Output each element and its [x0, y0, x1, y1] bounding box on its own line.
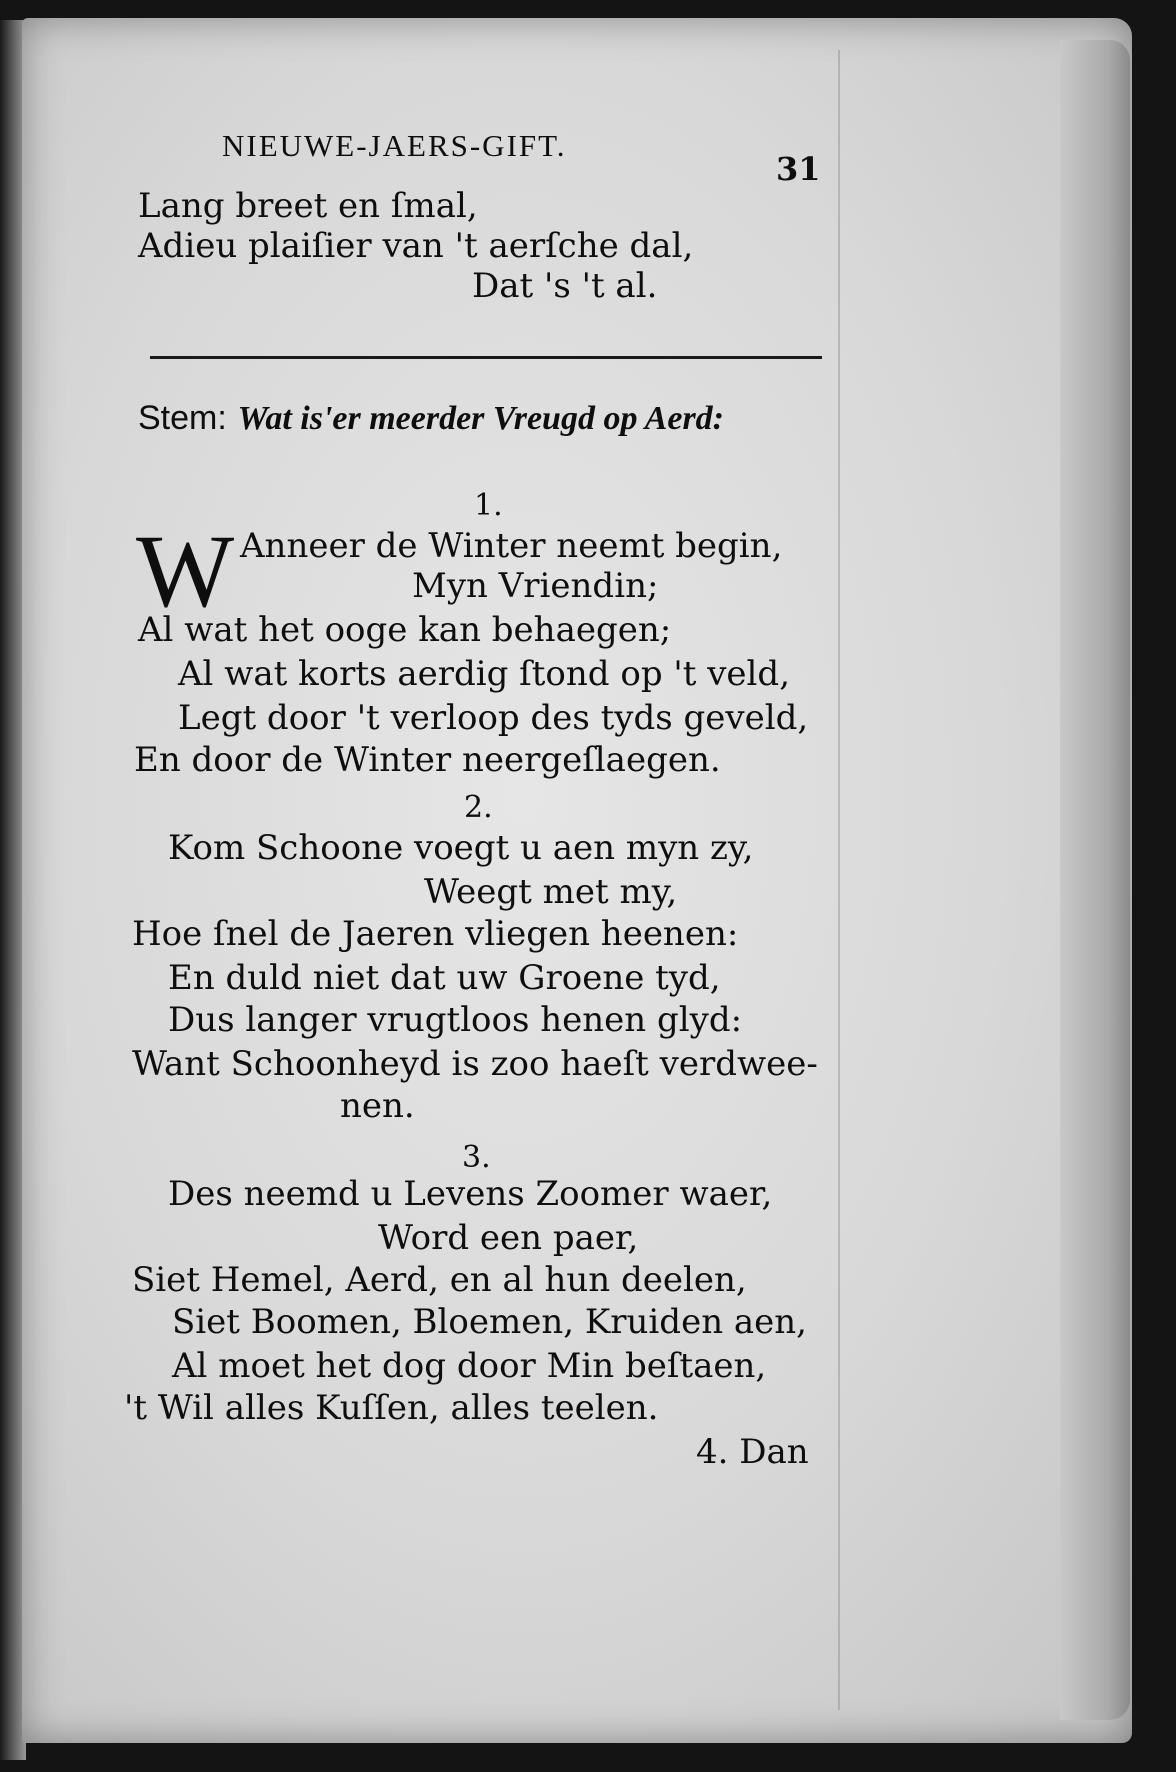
section-rule [150, 356, 822, 359]
verse-line: Des neemd u Levens Zoomer waer, [168, 1174, 773, 1214]
verse-line: Hoe ſnel de Jaeren vliegen heenen: [132, 914, 739, 954]
drop-capital: W [136, 514, 235, 629]
verse-line: Want Schoonheyd is zoo haeſt verdwee- [132, 1044, 818, 1084]
opening-line: Adieu plaiſier van 't aerſche dal, [138, 226, 694, 266]
tune-title: Wat is'er meerder Vreugd op Aerd: [237, 400, 725, 437]
verse-line: nen. [340, 1086, 415, 1126]
verse-line: 't Wil alles Kuſſen, alles teelen. [124, 1388, 659, 1428]
verse-line: Al moet het dog door Min beſtaen, [172, 1346, 767, 1386]
verse-line: Legt door 't verloop des tyds geveld, [178, 698, 809, 738]
page-number: 31 [776, 150, 821, 188]
verse-line: Siet Hemel, Aerd, en al hun deelen, [132, 1260, 747, 1300]
opening-line: Dat 's 't al. [472, 266, 658, 306]
verse-line: Al wat korts aerdig ſtond op 't veld, [178, 654, 790, 694]
running-title: NIEUWE-JAERS-GIFT. [222, 128, 567, 163]
opening-line: Lang breet en ſmal, [138, 186, 478, 226]
tune-label: Stem: [138, 399, 227, 437]
verse-line: Anneer de Winter neemt begin, [240, 526, 783, 566]
verse-line: En door de Winter neergeſlaegen. [134, 740, 721, 780]
tune-line [138, 398, 724, 439]
catchword: 4. Dan [696, 1432, 809, 1472]
verse-line: Word een paer, [378, 1218, 639, 1258]
verse-line: Weegt met my, [424, 872, 678, 912]
stanza-number: 1. [474, 488, 503, 523]
verse-line: En duld niet dat uw Groene tyd, [168, 958, 721, 998]
verse-line: Kom Schoone voegt u aen myn zy, [168, 828, 754, 868]
verse-line: Myn Vriendin; [412, 566, 659, 606]
stanza-number: 3. [462, 1140, 491, 1175]
verse-line: Dus langer vrugtloos henen glyd: [168, 1000, 743, 1040]
verse-line: Siet Boomen, Bloemen, Kruiden aen, [172, 1302, 807, 1342]
verse-line: Al wat het ooge kan behaegen; [138, 610, 672, 650]
stanza-number: 2. [464, 790, 493, 825]
